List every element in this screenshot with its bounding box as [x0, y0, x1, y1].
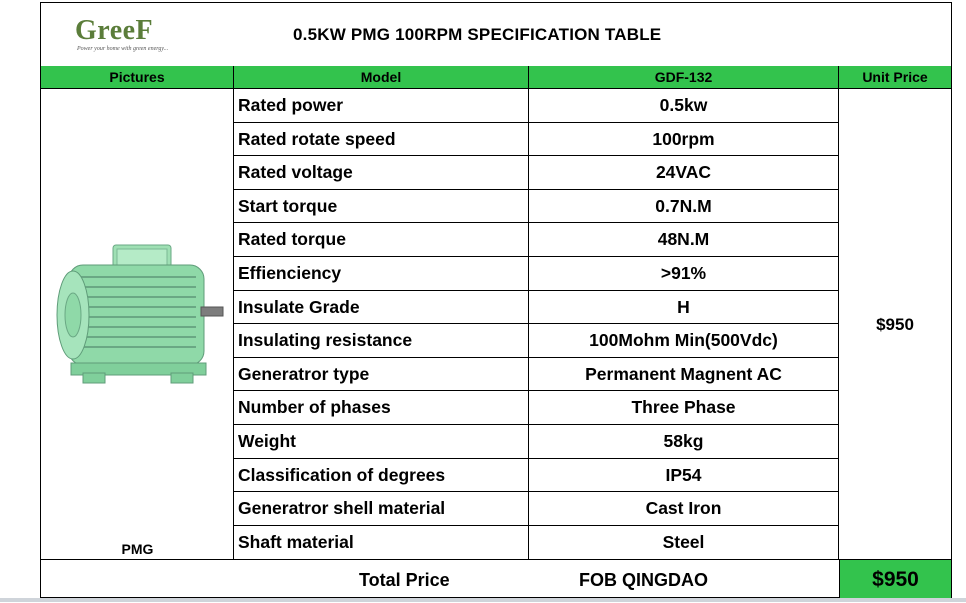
spec-table — [234, 89, 839, 559]
spec-row — [234, 526, 839, 560]
logo-tagline: Power your home with green energy... — [77, 46, 169, 52]
spec-value: 48N.M — [529, 223, 839, 256]
spec-value: 100Mohm Min(500Vdc) — [529, 324, 839, 357]
spec-sheet — [40, 2, 952, 598]
spec-label: Classification of degrees — [234, 459, 529, 492]
spec-row — [234, 156, 839, 190]
spec-label: Rated torque — [234, 223, 529, 256]
spec-value: 24VAC — [529, 156, 839, 189]
spec-row — [234, 324, 839, 358]
total-price-label: Total Price — [359, 570, 450, 590]
spec-row — [234, 223, 839, 257]
spec-row — [234, 425, 839, 459]
pictures-column — [41, 89, 234, 559]
header-unit-price: Unit Price — [839, 66, 951, 89]
spec-value: 58kg — [529, 425, 839, 458]
spec-label: Insulate Grade — [234, 291, 529, 324]
spec-row — [234, 257, 839, 291]
total-price: $950 — [839, 560, 951, 598]
spec-value: 0.7N.M — [529, 190, 839, 223]
spec-row — [234, 190, 839, 224]
picture-label: PMG — [121, 541, 154, 557]
page-title: 0.5KW PMG 100RPM SPECIFICATION TABLE — [293, 25, 662, 44]
spec-row — [234, 459, 839, 493]
bottom-border — [0, 598, 966, 602]
spec-value: Three Phase — [529, 391, 839, 424]
logo-text: GreeF — [75, 15, 154, 46]
header-model-code: GDF-132 — [529, 66, 839, 89]
spec-label: Number of phases — [234, 391, 529, 424]
title-row — [41, 3, 951, 67]
generator-image — [51, 227, 226, 397]
spec-value: IP54 — [529, 459, 839, 492]
spec-label: Rated power — [234, 89, 529, 122]
spec-row — [234, 358, 839, 392]
header-model: Model — [234, 66, 529, 89]
spec-value: 100rpm — [529, 123, 839, 156]
spec-row — [234, 291, 839, 325]
spec-value: H — [529, 291, 839, 324]
spec-label: Weight — [234, 425, 529, 458]
spec-label: Generatror type — [234, 358, 529, 391]
spec-label: Rated voltage — [234, 156, 529, 189]
total-row — [41, 559, 951, 598]
unit-price-column — [839, 89, 951, 559]
spec-label: Generatror shell material — [234, 492, 529, 525]
spec-row — [234, 492, 839, 526]
spec-label: Rated rotate speed — [234, 123, 529, 156]
header-pictures: Pictures — [41, 66, 234, 89]
spec-label: Shaft material — [234, 526, 529, 560]
spec-row — [234, 123, 839, 157]
spec-value: 0.5kw — [529, 89, 839, 122]
spec-value: Cast Iron — [529, 492, 839, 525]
spec-row — [234, 391, 839, 425]
spec-label: Effienciency — [234, 257, 529, 290]
spec-label: Insulating resistance — [234, 324, 529, 357]
company-logo — [75, 15, 169, 57]
shipping-terms: FOB QINGDAO — [579, 570, 708, 590]
spec-row — [234, 89, 839, 123]
unit-price: $950 — [876, 315, 914, 334]
spec-value: Steel — [529, 526, 839, 560]
spec-label: Start torque — [234, 190, 529, 223]
spec-value: Permanent Magnent AC — [529, 358, 839, 391]
spec-value: >91% — [529, 257, 839, 290]
